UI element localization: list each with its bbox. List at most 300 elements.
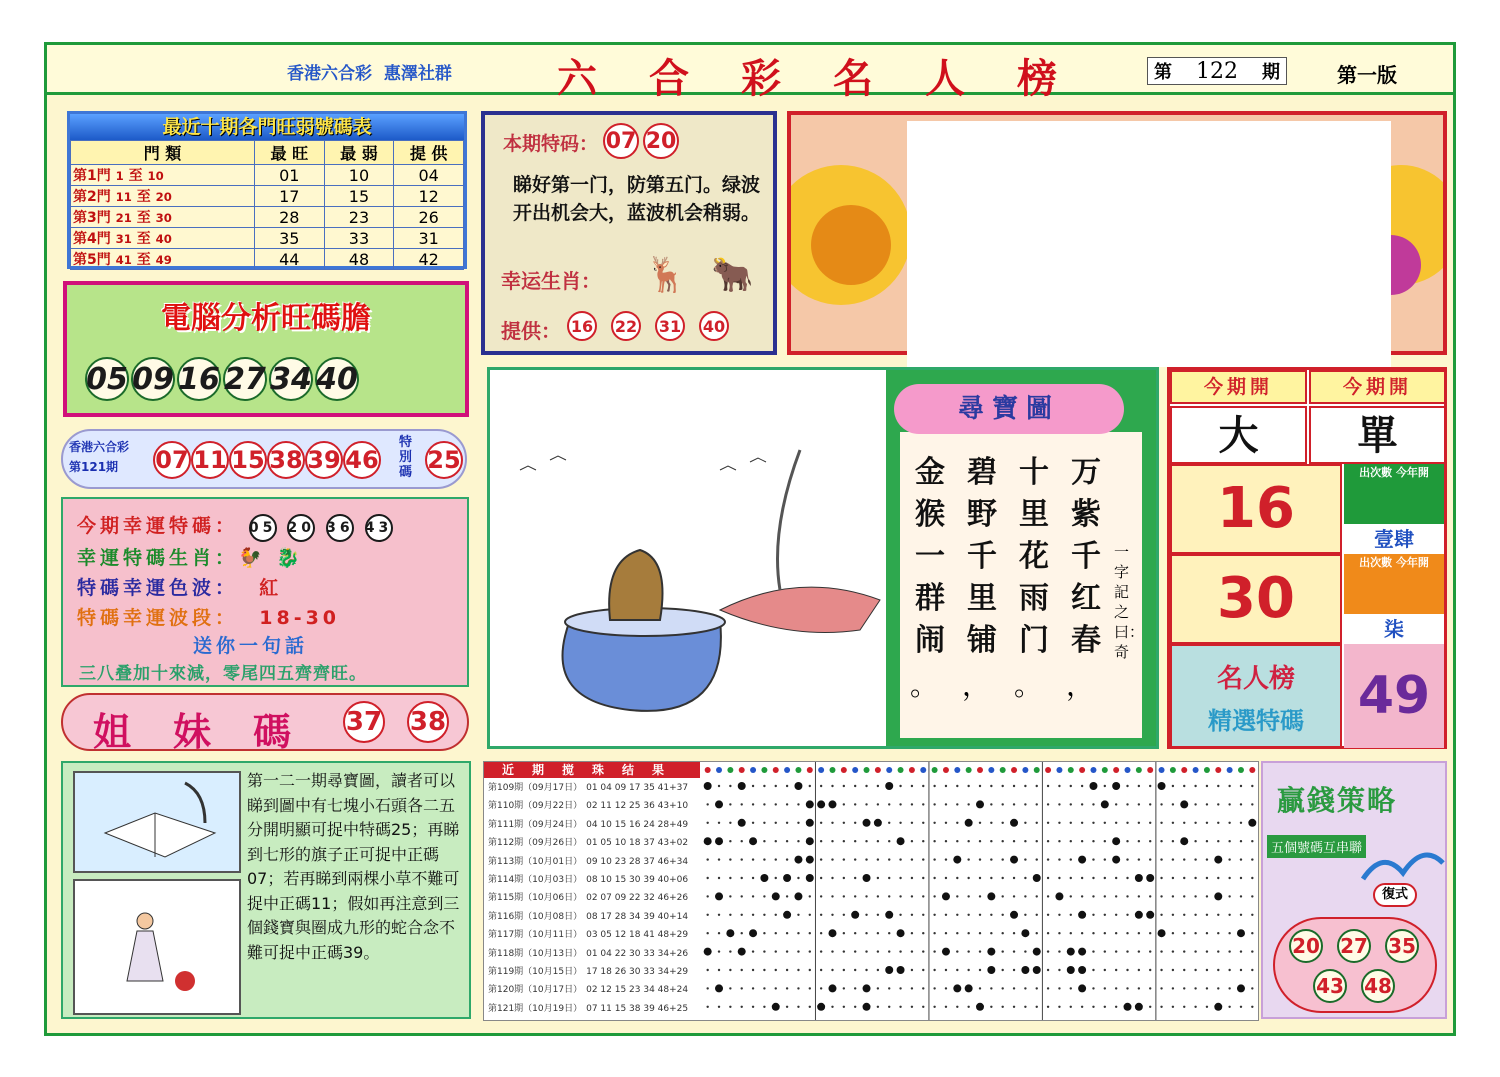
empty-dot (1160, 969, 1162, 971)
empty-dot (877, 932, 879, 934)
empty-dot (843, 785, 845, 787)
empty-dot (933, 1006, 935, 1008)
color-header-dot (1056, 767, 1062, 773)
empty-dot (1115, 822, 1117, 824)
color-header-dot (795, 767, 801, 773)
color-header-dot (988, 767, 994, 773)
empty-dot (899, 914, 901, 916)
empty-dot (979, 950, 981, 952)
empty-dot (1001, 969, 1003, 971)
empty-dot (1206, 987, 1208, 989)
color-header-dot (750, 767, 756, 773)
empty-dot (933, 987, 935, 989)
empty-dot (763, 932, 765, 934)
color-header-dot (829, 767, 835, 773)
color-header-dot (1215, 767, 1221, 773)
empty-dot (1240, 877, 1242, 879)
hit-dot (783, 874, 791, 882)
empty-dot (865, 840, 867, 842)
empty-dot (1104, 840, 1106, 842)
empty-dot (1240, 895, 1242, 897)
empty-dot (1058, 932, 1060, 934)
empty-dot (775, 950, 777, 952)
empty-dot (1206, 914, 1208, 916)
empty-dot (1092, 1006, 1094, 1008)
empty-dot (877, 950, 879, 952)
hit-dot (715, 892, 723, 900)
number-ball: 37 (343, 701, 385, 743)
empty-dot (956, 840, 958, 842)
empty-dot (899, 895, 901, 897)
hit-dot (817, 1003, 825, 1011)
hit-dot (1078, 984, 1086, 992)
hit-dot (1033, 874, 1041, 882)
hit-dot (863, 1003, 871, 1011)
empty-dot (741, 932, 743, 934)
empty-dot (990, 822, 992, 824)
number-ball: 11 (191, 441, 229, 479)
empty-dot (865, 950, 867, 952)
empty-dot (763, 987, 765, 989)
empty-dot (1240, 822, 1242, 824)
empty-dot (1149, 895, 1151, 897)
hit-dot (806, 819, 814, 827)
empty-dot (718, 950, 720, 952)
empty-dot (843, 969, 845, 971)
empty-dot (1183, 858, 1185, 860)
empty-dot (775, 803, 777, 805)
empty-dot (877, 858, 879, 860)
color-header-dot (909, 767, 915, 773)
empty-dot (1217, 914, 1219, 916)
empty-dot (809, 969, 811, 971)
empty-dot (1206, 969, 1208, 971)
empty-dot (877, 877, 879, 879)
color-header-dot (977, 767, 983, 773)
girl-illustration (73, 879, 241, 1015)
result-row: 第111期（09月24日） 04 10 15 16 24 28+49 (488, 819, 689, 830)
number-ball: 38 (407, 701, 449, 743)
empty-dot (911, 914, 913, 916)
empty-dot (979, 914, 981, 916)
empty-dot (1115, 877, 1117, 879)
empty-dot (763, 803, 765, 805)
hit-dot (806, 837, 814, 845)
empty-dot (1183, 987, 1185, 989)
empty-dot (1024, 950, 1026, 952)
weak-cell: 33 (324, 228, 394, 249)
empty-dot (831, 950, 833, 952)
empty-dot (922, 822, 924, 824)
empty-dot (956, 803, 958, 805)
empty-dot (911, 822, 913, 824)
empty-dot (1058, 969, 1060, 971)
empty-dot (820, 822, 822, 824)
empty-dot (1081, 803, 1083, 805)
empty-dot (1217, 877, 1219, 879)
hit-dot (885, 782, 893, 790)
hit-dot (1078, 948, 1086, 956)
hit-dot (794, 892, 802, 900)
hit-dot (885, 966, 893, 974)
empty-dot (911, 987, 913, 989)
empty-dot (854, 840, 856, 842)
color-header-dot (932, 767, 938, 773)
number-ball: 27 (1337, 929, 1371, 963)
empty-dot (1092, 840, 1094, 842)
empty-dot (797, 1006, 799, 1008)
empty-dot (1024, 803, 1026, 805)
hit-dot (1214, 1003, 1222, 1011)
explanation-box (61, 761, 471, 1019)
empty-dot (775, 914, 777, 916)
empty-dot (945, 987, 947, 989)
empty-dot (831, 1006, 833, 1008)
empty-dot (1115, 914, 1117, 916)
table-row (71, 228, 464, 249)
empty-dot (1024, 914, 1026, 916)
hit-dot (942, 948, 950, 956)
empty-dot (1160, 987, 1162, 989)
hit-dot (1010, 911, 1018, 919)
empty-dot (854, 803, 856, 805)
hit-dot (704, 837, 712, 845)
empty-dot (933, 932, 935, 934)
empty-dot (1070, 987, 1072, 989)
empty-dot (809, 914, 811, 916)
empty-dot (933, 914, 935, 916)
hit-dot (863, 984, 871, 992)
empty-dot (706, 858, 708, 860)
cartoon-illustration (490, 370, 886, 746)
empty-dot (877, 803, 879, 805)
empty-dot (1104, 1006, 1106, 1008)
empty-dot (1070, 840, 1072, 842)
empty-dot (797, 822, 799, 824)
empty-dot (1001, 803, 1003, 805)
empty-dot (1228, 785, 1230, 787)
empty-dot (741, 987, 743, 989)
empty-dot (1172, 785, 1174, 787)
empty-dot (797, 914, 799, 916)
empty-dot (922, 858, 924, 860)
empty-dot (1024, 785, 1026, 787)
empty-dot (945, 969, 947, 971)
color-header-dot (1170, 767, 1176, 773)
empty-dot (1240, 969, 1242, 971)
strategy-numbers (1273, 917, 1437, 1013)
empty-dot (1172, 877, 1174, 879)
empty-dot (1194, 932, 1196, 934)
empty-dot (1183, 969, 1185, 971)
empty-dot (922, 932, 924, 934)
empty-dot (1149, 969, 1151, 971)
provide-numbers (567, 311, 729, 341)
empty-dot (1251, 932, 1253, 934)
empty-dot (1160, 840, 1162, 842)
empty-dot (1160, 877, 1162, 879)
hit-dot (704, 782, 712, 790)
empty-dot (775, 785, 777, 787)
empty-dot (729, 785, 731, 787)
empty-dot (1001, 895, 1003, 897)
hit-dot (749, 929, 757, 937)
give-cell: 42 (394, 249, 464, 270)
hit-dot (817, 800, 825, 808)
color-header-dot (784, 767, 790, 773)
empty-dot (1126, 987, 1128, 989)
empty-dot (706, 932, 708, 934)
punctuation: ， (1066, 669, 1095, 702)
empty-dot (729, 969, 731, 971)
result-row: 第115期（10月06日） 02 07 09 22 32 46+26 (488, 893, 689, 904)
empty-dot (1058, 877, 1060, 879)
issue-box (1147, 57, 1287, 85)
poem-column: 十里花雨门 (1019, 455, 1049, 658)
hit-dot (874, 819, 882, 827)
empty-dot (854, 822, 856, 824)
empty-dot (1092, 895, 1094, 897)
empty-dot (706, 877, 708, 879)
hit-dot (1089, 782, 1097, 790)
lucky-row-3: 特碼幸運色波： 紅 (77, 577, 283, 599)
hit-dot (1067, 948, 1075, 956)
empty-dot (1024, 1006, 1026, 1008)
empty-dot (843, 840, 845, 842)
empty-dot (1013, 969, 1015, 971)
empty-dot (1160, 822, 1162, 824)
hit-dot (1010, 819, 1018, 827)
special-star (760, 874, 768, 882)
empty-dot (1092, 803, 1094, 805)
empty-dot (1047, 803, 1049, 805)
fame-title: 名人榜 (1216, 664, 1295, 694)
empty-dot (1240, 914, 1242, 916)
empty-dot (899, 950, 901, 952)
empty-dot (831, 822, 833, 824)
empty-dot (1081, 840, 1083, 842)
empty-dot (831, 877, 833, 879)
empty-dot (1024, 877, 1026, 879)
result-row: 第113期（10月01日） 09 10 23 28 37 46+34 (488, 856, 689, 867)
hit-dot (1237, 929, 1245, 937)
page-frame (44, 42, 1456, 1036)
result-row: 第118期（10月13日） 01 04 22 30 33 34+26 (488, 948, 689, 959)
number-ball: 40 (699, 311, 729, 341)
empty-dot (831, 785, 833, 787)
empty-dot (1240, 950, 1242, 952)
hit-dot (1146, 874, 1154, 882)
empty-dot (1058, 950, 1060, 952)
empty-dot (843, 877, 845, 879)
empty-dot (1058, 840, 1060, 842)
empty-dot (1047, 1006, 1049, 1008)
special-star (715, 837, 723, 845)
empty-dot (1115, 987, 1117, 989)
color-header-dot (1102, 767, 1108, 773)
empty-dot (1058, 858, 1060, 860)
hit-dot (1214, 856, 1222, 864)
empty-dot (933, 822, 935, 824)
empty-dot (922, 914, 924, 916)
empty-dot (1036, 987, 1038, 989)
empty-dot (775, 858, 777, 860)
empty-dot (922, 895, 924, 897)
empty-dot (1092, 914, 1094, 916)
empty-dot (945, 914, 947, 916)
empty-dot (877, 785, 879, 787)
empty-dot (967, 858, 969, 860)
empty-dot (729, 950, 731, 952)
number-ball: 22 (611, 311, 641, 341)
color-header-dot (1125, 767, 1131, 773)
last-draw-numbers (153, 441, 381, 479)
color-header-dot (716, 767, 722, 773)
empty-dot (933, 840, 935, 842)
color-header-dot (727, 767, 733, 773)
empty-dot (820, 785, 822, 787)
empty-dot (1251, 877, 1253, 879)
empty-dot (979, 840, 981, 842)
empty-dot (1228, 803, 1230, 805)
hit-dot (965, 819, 973, 827)
empty-dot (831, 895, 833, 897)
empty-dot (763, 914, 765, 916)
hit-dot (783, 911, 791, 919)
empty-dot (763, 822, 765, 824)
punctuation: ， (962, 669, 991, 702)
result-row: 第117期（10月11日） 03 05 12 18 41 48+29 (488, 930, 689, 941)
empty-dot (888, 895, 890, 897)
empty-dot (1217, 969, 1219, 971)
hot-cell: 35 (254, 228, 324, 249)
empty-dot (922, 803, 924, 805)
empty-dot (1047, 895, 1049, 897)
recent-results (483, 761, 1259, 1021)
empty-dot (922, 969, 924, 971)
empty-dot (797, 803, 799, 805)
empty-dot (1228, 950, 1230, 952)
empty-dot (945, 1006, 947, 1008)
empty-dot (1194, 785, 1196, 787)
empty-dot (1092, 987, 1094, 989)
empty-dot (809, 950, 811, 952)
empty-dot (1149, 1006, 1151, 1008)
punctuation: 。 (1014, 669, 1043, 702)
empty-dot (979, 895, 981, 897)
hit-dot (976, 800, 984, 808)
color-header-dot (1090, 767, 1096, 773)
empty-dot (1024, 822, 1026, 824)
empty-dot (888, 858, 890, 860)
number-ball: 35 (1385, 929, 1419, 963)
hit-dot (1067, 966, 1075, 974)
hit-dot (1146, 911, 1154, 919)
empty-dot (945, 785, 947, 787)
empty-dot (1104, 950, 1106, 952)
empty-dot (967, 785, 969, 787)
empty-dot (899, 822, 901, 824)
empty-dot (752, 785, 754, 787)
number-ball: 07 (603, 123, 639, 159)
empty-dot (1172, 822, 1174, 824)
hit-dot (794, 856, 802, 864)
empty-dot (1058, 987, 1060, 989)
empty-dot (1194, 895, 1196, 897)
empty-dot (1036, 1006, 1038, 1008)
empty-dot (967, 950, 969, 952)
number-ball: 05 (85, 357, 129, 401)
empty-dot (1104, 895, 1106, 897)
empty-dot (1240, 803, 1242, 805)
empty-dot (1206, 822, 1208, 824)
empty-dot (1104, 987, 1106, 989)
hit-dot (863, 819, 871, 827)
empty-dot (911, 785, 913, 787)
empty-dot (831, 858, 833, 860)
empty-dot (1047, 950, 1049, 952)
empty-dot (718, 785, 720, 787)
empty-dot (1070, 895, 1072, 897)
sister-label: 姐妹碼 (93, 709, 334, 754)
empty-dot (1217, 950, 1219, 952)
empty-dot (1047, 840, 1049, 842)
color-header-dot (1249, 767, 1255, 773)
empty-dot (911, 858, 913, 860)
empty-dot (979, 932, 981, 934)
weak-cell: 10 (324, 165, 394, 186)
empty-dot (1001, 785, 1003, 787)
hot-cell: 44 (254, 249, 324, 270)
empty-dot (775, 969, 777, 971)
empty-dot (956, 932, 958, 934)
empty-dot (741, 895, 743, 897)
lucky-row-1: 今期幸運特碼： 05 20 36 43 (77, 511, 393, 542)
color-header-dot (886, 767, 892, 773)
empty-dot (945, 840, 947, 842)
poem-column: 碧野千里铺 (967, 455, 997, 658)
empty-dot (1104, 877, 1106, 879)
empty-dot (1240, 840, 1242, 842)
empty-dot (865, 895, 867, 897)
empty-dot (718, 858, 720, 860)
color-header-dot (1227, 767, 1233, 773)
number-ball: 05 (249, 514, 277, 542)
empty-dot (797, 987, 799, 989)
empty-dot (1160, 950, 1162, 952)
empty-dot (888, 877, 890, 879)
hit-dot (806, 856, 814, 864)
empty-dot (843, 950, 845, 952)
poem-side-note: 一字記之曰：奇 (1114, 543, 1145, 661)
empty-dot (1036, 895, 1038, 897)
empty-dot (956, 914, 958, 916)
provide-label: 提供： (501, 319, 561, 343)
edition-label: 第一版 (1337, 63, 1397, 87)
count-value-2: 柒 (1344, 614, 1444, 644)
empty-dot (1206, 785, 1208, 787)
result-row: 第121期（10月19日） 07 11 15 38 39 46+25 (488, 1003, 689, 1014)
color-header-dot (1022, 767, 1028, 773)
hit-dot (1158, 929, 1166, 937)
color-header-dot (807, 767, 813, 773)
empty-dot (1001, 932, 1003, 934)
color-header-dot (1068, 767, 1074, 773)
empty-dot (877, 840, 879, 842)
empty-dot (775, 987, 777, 989)
hit-dot (1135, 911, 1143, 919)
empty-dot (1251, 969, 1253, 971)
